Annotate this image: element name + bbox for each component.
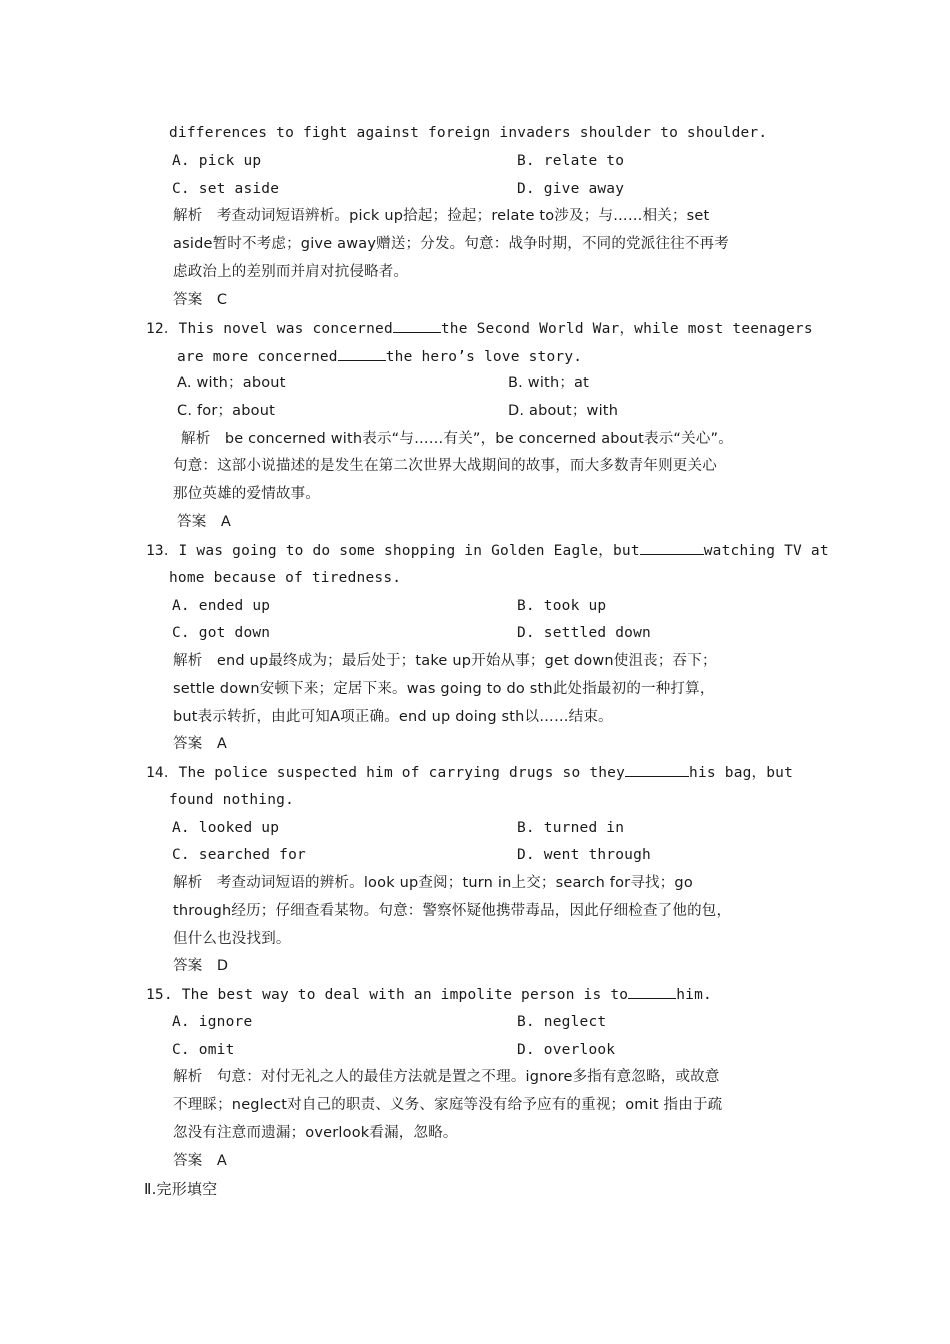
- q12-blank-2: [338, 346, 386, 361]
- q15-answer: 答案 A: [173, 1153, 227, 1169]
- q13-option-a: A. ended up: [172, 598, 271, 614]
- q12-option-d: D. about；with: [508, 403, 619, 419]
- q11-stem-tail: differences to fight against foreign invaders shoulder to shoulder.: [169, 125, 768, 141]
- q13-explanation-line1: 解析 end up最终成为；最后处于；take up开始从事；get down使沮丧；吞下；: [173, 653, 717, 669]
- q11-answer: 答案 C: [173, 292, 228, 308]
- q13-stem-line1: [146, 540, 829, 561]
- q14-explanation-line2: through经历；仔细查看某物。句意：警察怀疑他携带毒品，因此仔细检查了他的包，: [173, 903, 732, 919]
- q13-option-c: C. got down: [172, 625, 271, 641]
- q15-blank: [628, 984, 676, 999]
- q13-explanation-line2: settle down安顿下来；定居下来。was going to do sth此处指最初的一种打算，: [173, 681, 715, 697]
- q14-option-b: B. turned in: [517, 820, 625, 836]
- q15-explanation-line3: 忽没有注意而遗漏；overlook看漏，忽略。: [173, 1125, 458, 1141]
- q12-explanation-line3: 那位英雄的爱情故事。: [173, 486, 320, 502]
- q13-stem-line2: home because of tiredness.: [169, 570, 402, 586]
- q12-stem-part4: the hero’s love story.: [385, 349, 583, 365]
- q12-stem-part2: the Second World War，while most teenagers: [440, 321, 813, 337]
- q15-option-b: B. neglect: [517, 1014, 607, 1030]
- q13-option-b: B. took up: [517, 598, 607, 614]
- q12-stem-part1: 12．This novel was concerned: [146, 321, 393, 337]
- q12-answer: 答案 A: [177, 514, 231, 530]
- q15-option-a: A. ignore: [172, 1014, 253, 1030]
- q14-option-c: C. searched for: [172, 847, 306, 863]
- q12-stem-part3: are more concerned: [177, 349, 338, 365]
- q11-option-b: B. relate to: [517, 153, 625, 169]
- q14-explanation-line3: 但什么也没找到。: [173, 931, 291, 947]
- q11-option-d: D. give away: [517, 181, 625, 197]
- q15-stem-part2: him.: [676, 987, 712, 1003]
- q12-option-a: A. with；about: [177, 375, 286, 391]
- q11-option-a: A. pick up: [172, 153, 262, 169]
- section-heading-cloze: Ⅱ.完形填空: [144, 1180, 218, 1198]
- q11-explanation-line3: 虑政治上的差别而并肩对抗侵略者。: [173, 264, 409, 280]
- q12-stem-line2: [177, 346, 582, 367]
- q14-explanation-line1: 解析 考查动词短语的辨析。look up查阅；turn in上交；search for寻找；go: [173, 875, 693, 891]
- q13-option-d: D. settled down: [517, 625, 651, 641]
- q13-stem-part2: watching TV at: [703, 543, 829, 559]
- q14-stem-part2: his bag，but: [689, 765, 794, 781]
- q13-explanation-line3: but表示转折，由此可知A项正确。end up doing sth以……结束。: [173, 709, 613, 725]
- q14-option-d: D. went through: [517, 847, 651, 863]
- q15-explanation-line1: 解析 句意：对付无礼之人的最佳方法就是置之不理。ignore多指有意忽略，或故意: [173, 1069, 720, 1085]
- q11-option-c: C. set aside: [172, 181, 280, 197]
- q13-answer: 答案 A: [173, 736, 227, 752]
- q15-stem-part1: 15. The best way to deal with an impolite person is to: [146, 987, 629, 1003]
- q11-explanation-line2: aside暂时不考虑；give away赠送；分发。句意：战争时期，不同的党派往往不再考: [173, 236, 729, 252]
- q14-answer: 答案 D: [173, 958, 229, 974]
- q13-blank: [640, 540, 704, 555]
- q12-explanation-line1: 解析 be concerned with表示“与……有关”，be concerned about表示“关心”。: [181, 431, 733, 447]
- q14-stem-part1: 14．The police suspected him of carrying drugs so they: [146, 765, 626, 781]
- q14-stem-line1: [146, 762, 793, 783]
- q12-option-c: C. for；about: [177, 403, 276, 419]
- q12-explanation-line2: 句意：这部小说描述的是发生在第二次世界大战期间的故事，而大多数青年则更关心: [173, 458, 717, 474]
- q11-explanation-line1: 解析 考查动词短语辨析。pick up拾起；捡起；relate to涉及；与……相关；set: [173, 208, 710, 224]
- q12-option-b: B. with；at: [508, 375, 589, 391]
- q14-blank: [625, 762, 689, 777]
- q15-explanation-line2: 不理睬；neglect对自己的职责、义务、家庭等没有给予应有的重视；omit 指由于疏: [173, 1097, 723, 1113]
- q15-option-d: D. overlook: [517, 1042, 616, 1058]
- q15-stem-line1: [146, 984, 712, 1005]
- q15-option-c: C. omit: [172, 1042, 235, 1058]
- q14-option-a: A. looked up: [172, 820, 280, 836]
- q12-blank-1: [393, 318, 441, 333]
- q14-stem-line2: found nothing.: [169, 792, 295, 808]
- q13-stem-part1: 13．I was going to do some shopping in Golden Eagle，but: [146, 543, 640, 559]
- q12-stem-line1: [146, 318, 813, 339]
